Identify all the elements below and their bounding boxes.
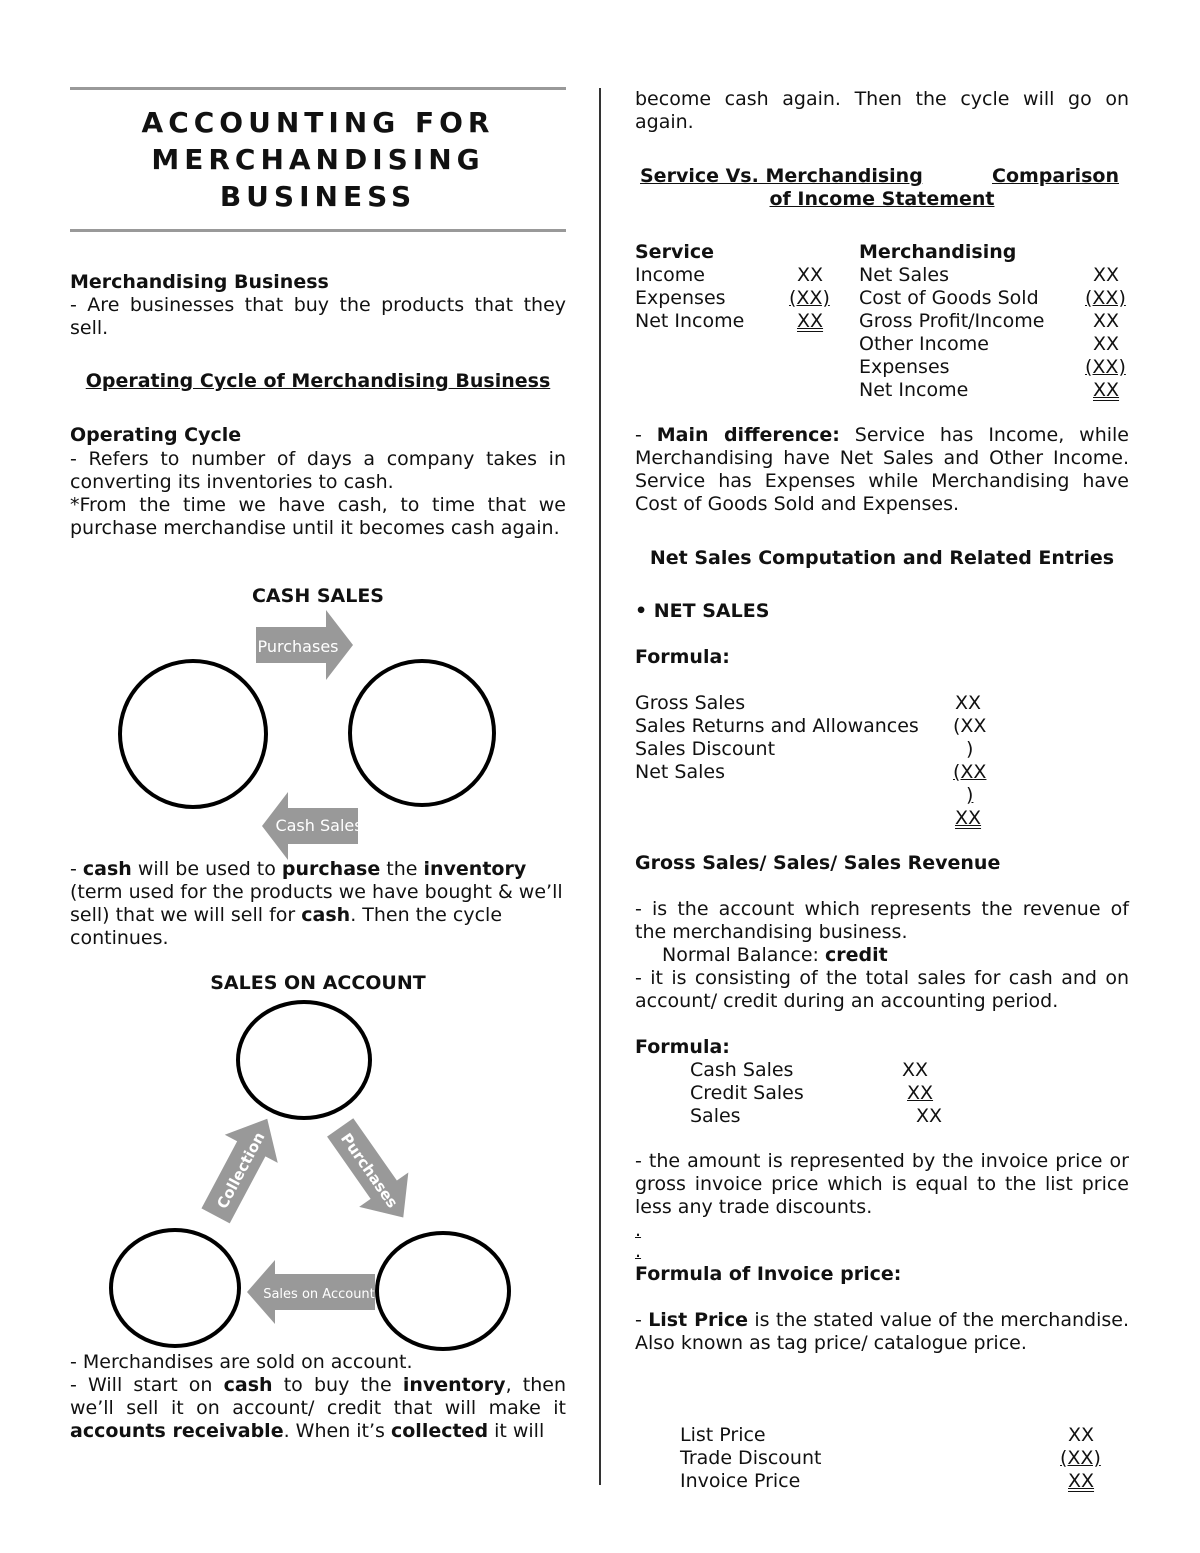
main-difference-text: [635, 424, 1129, 516]
text-run: . When it’s: [283, 1420, 391, 1442]
cash-sales-explanation: [70, 858, 566, 950]
bold-cash-2: cash: [301, 904, 351, 926]
normal-balance-label: Normal Balance:: [662, 944, 826, 966]
sales-on-account-heading: SALES ON ACCOUNT: [210, 972, 426, 994]
gf-label-sales: Sales: [690, 1105, 741, 1127]
document-title: [70, 104, 566, 215]
gf-label-cash-sales: Cash Sales: [690, 1059, 794, 1081]
bold-collected: collected: [390, 1420, 489, 1442]
ns-value-returns: (XX: [953, 715, 987, 737]
bold-cash: cash: [223, 1374, 273, 1396]
ip-value-list-price: XX: [1068, 1424, 1095, 1446]
invoice-formula-heading: Formula of Invoice price:: [635, 1263, 902, 1285]
merch-label-gross-profit: Gross Profit/Income: [859, 310, 1045, 332]
sales-on-account-text-2: [70, 1374, 566, 1443]
cash-sales-arrow: [262, 792, 363, 860]
operating-cycle-subheading: Operating Cycle: [70, 424, 242, 446]
operating-cycle-heading: Operating Cycle of Merchandising Business: [85, 370, 551, 392]
service-label-income: Income: [635, 264, 705, 286]
gross-sales-heading: Gross Sales/ Sales/ Sales Revenue: [635, 852, 1001, 874]
cash-sales-arrow-label: Cash Sales: [275, 816, 363, 835]
text-run: it will: [488, 1420, 545, 1442]
merch-value-expenses: (XX): [1085, 356, 1126, 378]
merch-value-net-income: XX: [1093, 379, 1120, 401]
cash-sales-heading: CASH SALES: [251, 585, 384, 607]
gf-value-sales: XX: [916, 1105, 943, 1127]
ip-label-invoice-price: Invoice Price: [680, 1470, 801, 1492]
text-run: is the stated value of the merchandise. Also known as tag price/ catalogue price.: [635, 1309, 1129, 1354]
account-circle-left: [111, 1230, 239, 1346]
merch-label-expenses: Expenses: [859, 356, 950, 378]
invoice-price-definition: - the amount is represented by the invoice price or gross invoice price which is equal to the list price less any trade discounts.: [635, 1150, 1129, 1218]
normal-balance: [662, 944, 888, 967]
purchases-diagonal-arrow-label: Purchases: [336, 1129, 402, 1212]
dot-2: .: [635, 1240, 642, 1262]
purchases-arrow: [256, 610, 353, 680]
net-sales-bullet-label: NET SALES: [653, 600, 770, 622]
normal-balance-value: credit: [825, 944, 888, 966]
cash-circle-left: [120, 661, 266, 807]
text-run: (term used for the products we have bought & we’ll sell) that we will sell for: [70, 881, 563, 926]
bold-inventory: inventory: [402, 1374, 506, 1396]
text-run: -: [635, 424, 657, 446]
list-price-definition: [635, 1309, 1129, 1355]
merch-label-net-sales: Net Sales: [859, 264, 949, 286]
gross-sales-definition: - is the account which represents the revenue of the merchandising business.: [635, 898, 1129, 943]
gf-label-credit-sales: Credit Sales: [690, 1082, 804, 1104]
comparison-heading-part-3: of Income Statement: [769, 188, 995, 210]
text-run: - Will start on: [70, 1374, 224, 1396]
cash-circle-right: [350, 661, 494, 805]
ip-label-trade-discount: Trade Discount: [680, 1447, 822, 1469]
column-divider: [599, 88, 601, 1485]
bold-accounts-receivable: accounts receivable: [70, 1420, 284, 1442]
bold-inventory: inventory: [423, 858, 527, 880]
merch-label-net-income: Net Income: [859, 379, 969, 401]
merchandising-heading: Merchandising: [859, 241, 1017, 263]
ns-value-discount: ): [966, 738, 974, 760]
text-run: Service has Income, while Merchandising have Net Sales and Other Income. Service has Expenses while Merchandising have Cost of Goods Sold and Expenses.: [635, 424, 1129, 515]
text-run: -: [635, 1309, 649, 1331]
formula-label-2: Formula:: [635, 1036, 730, 1058]
dot-1: .: [635, 1219, 642, 1241]
operating-cycle-def-2: *From the time we have cash, to time that we purchase merchandise until it becomes cash again.: [70, 494, 566, 539]
service-label-expenses: Expenses: [635, 287, 726, 309]
ns-label-net-sales: Net Sales: [635, 761, 725, 783]
service-value-net-income: XX: [797, 310, 824, 332]
merch-definition: - Are businesses that buy the products that they sell.: [70, 294, 566, 339]
text-run: . Then the cycle continues.: [70, 904, 503, 949]
operating-cycle-def-1: - Refers to number of days a company takes in converting its inventories to cash.: [70, 448, 566, 493]
service-label-net-income: Net Income: [635, 310, 745, 332]
title-rule-top: [70, 87, 566, 90]
text-run: the: [380, 858, 424, 880]
ns-value-extra-2: XX: [955, 807, 982, 829]
sales-on-account-arrow: [247, 1260, 375, 1324]
sales-on-account-arrow-label: Sales on Account: [263, 1287, 375, 1302]
net-sales-bullet: [635, 600, 769, 623]
merch-value-net-sales: XX: [1093, 264, 1120, 286]
comparison-heading-part-1: Service Vs. Merchandising: [640, 165, 923, 187]
net-sales-computation-heading: Net Sales Computation and Related Entries: [649, 547, 1115, 569]
text-run: to buy the: [272, 1374, 403, 1396]
merch-heading: Merchandising Business: [70, 271, 329, 293]
text-run: -: [70, 858, 83, 880]
ns-label-gross-sales: Gross Sales: [635, 692, 746, 714]
merch-label-other-income: Other Income: [859, 333, 989, 355]
gf-value-cash-sales: XX: [902, 1059, 929, 1081]
ip-label-list-price: List Price: [680, 1424, 766, 1446]
title-line-1: ACCOUNTING FOR: [141, 106, 495, 139]
account-circle-top: [238, 1002, 370, 1118]
continuation-text: become cash again. Then the cycle will go on again.: [635, 88, 1129, 133]
merch-value-other-income: XX: [1093, 333, 1120, 355]
gf-value-credit-sales: XX: [907, 1082, 934, 1104]
operating-cycle-definition: [70, 448, 566, 540]
service-value-income: XX: [797, 264, 824, 286]
sales-on-account-text-1: - Merchandises are sold on account.: [70, 1351, 413, 1373]
ip-value-trade-discount: (XX): [1060, 1447, 1101, 1469]
formula-label: Formula:: [635, 646, 730, 668]
ip-value-invoice-price: XX: [1068, 1470, 1095, 1492]
merch-value-cogs: (XX): [1085, 287, 1126, 309]
service-value-expenses: (XX): [789, 287, 830, 309]
gross-sales-definition-2: - it is consisting of the total sales for cash and on account/ credit during an accounting period.: [635, 967, 1129, 1012]
collection-arrow-label: Collection: [213, 1129, 269, 1212]
sales-on-account-diagram: [70, 998, 566, 1354]
ns-value-gross-sales: XX: [955, 692, 982, 714]
ns-value-net-sales: (XX: [953, 761, 987, 783]
purchases-diagonal-arrow: [316, 1110, 428, 1235]
bold-purchase: purchase: [281, 858, 381, 880]
purchases-arrow-label: Purchases: [257, 637, 339, 656]
bullet-icon: •: [635, 600, 648, 622]
title-line-2: MERCHANDISING: [151, 143, 485, 176]
merch-label-cogs: Cost of Goods Sold: [859, 287, 1039, 309]
merch-value-gross-profit: XX: [1093, 310, 1120, 332]
bold-cash: cash: [82, 858, 132, 880]
ns-value-extra-1: ): [966, 784, 974, 806]
account-circle-right: [377, 1233, 509, 1349]
comparison-heading-part-2: Comparison: [992, 165, 1119, 187]
text-run: will be used to: [131, 858, 282, 880]
title-rule-bottom: [70, 229, 566, 232]
collection-arrow: [189, 1105, 294, 1230]
service-heading: Service: [635, 241, 714, 263]
bold-main-difference: Main difference:: [656, 424, 840, 446]
title-line-3: BUSINESS: [219, 180, 417, 213]
cash-sales-diagram: [70, 600, 566, 860]
ns-label-returns: Sales Returns and Allowances: [635, 715, 919, 737]
bold-list-price: List Price: [648, 1309, 749, 1331]
text-run: , then we’ll sell it on account/ credit that will make it: [70, 1374, 566, 1419]
ns-label-discount: Sales Discount: [635, 738, 776, 760]
